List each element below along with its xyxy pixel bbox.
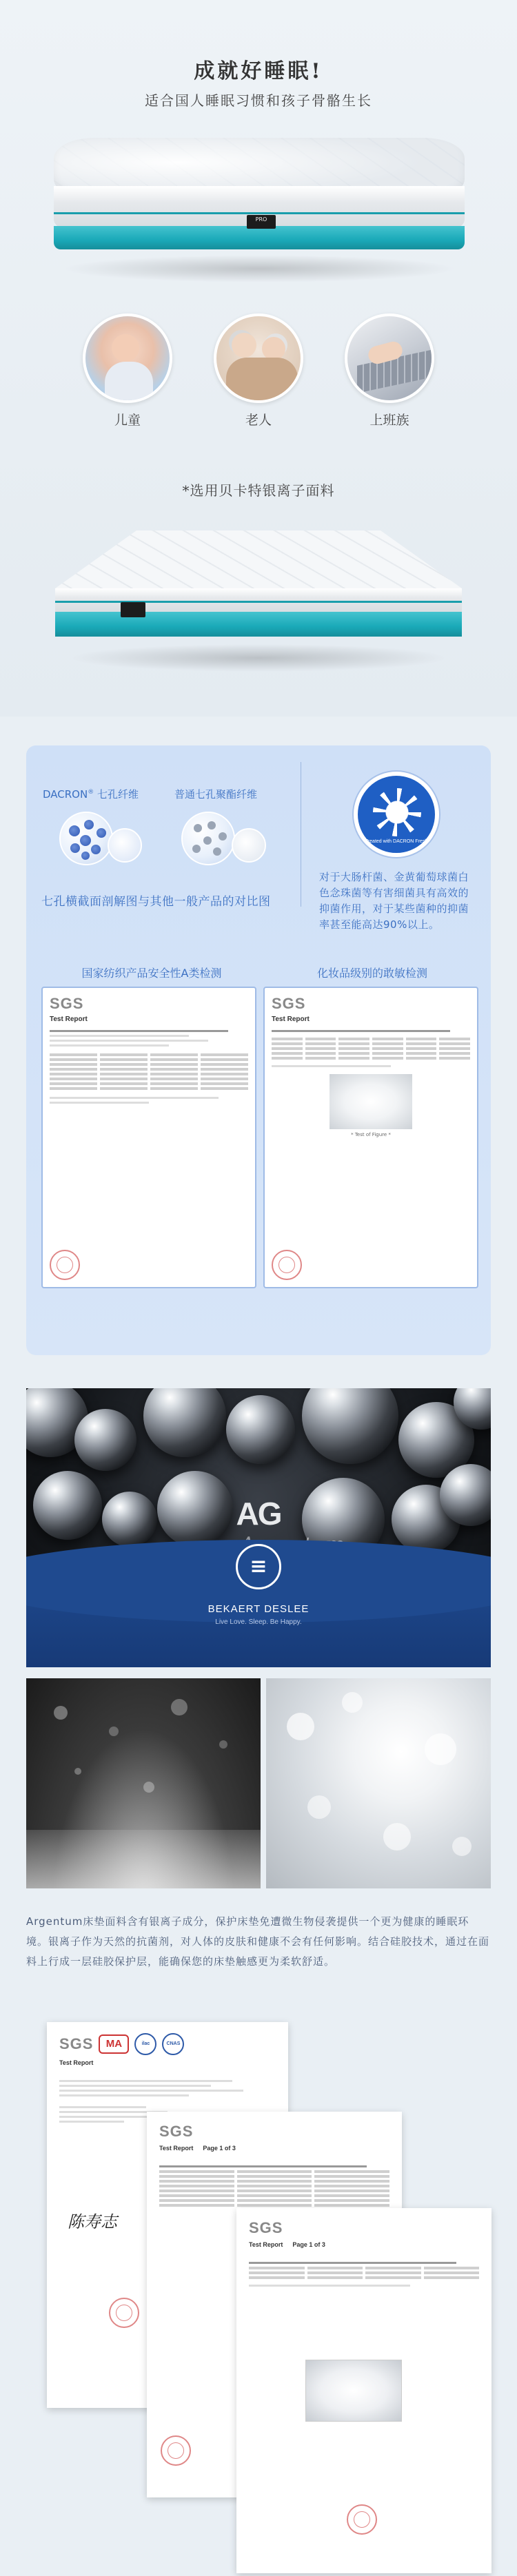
hero-section — [0, 0, 517, 717]
user-type-label: 老人 — [245, 413, 272, 428]
normal-fiber-block — [174, 787, 298, 801]
sgs-logo: SGS — [159, 2123, 194, 2140]
sgs-logo: SGS — [272, 995, 306, 1012]
red-seal-icon — [272, 1250, 302, 1280]
argentum-banner — [26, 1388, 491, 1667]
fiber-comparison-caption: 七孔横截面剖解图与其他一般产品的对比图 — [41, 895, 271, 909]
bekaert-brand-name: BEKAERT DESLEE — [207, 1603, 310, 1615]
bekaert-band — [26, 1554, 491, 1667]
dacron-title-reg: ® — [88, 789, 94, 796]
dacron-fiber-cross-section-icon — [59, 812, 113, 865]
red-seal-icon — [109, 2298, 139, 2328]
mattress-side-label — [121, 602, 145, 617]
sgs-logo: SGS — [59, 2035, 94, 2052]
silver-glitter-photo-light — [266, 1678, 491, 1888]
child-icon — [83, 313, 172, 403]
test-report-title: Test Report — [59, 2059, 94, 2066]
right-report-header: 化妆品级别的敢敏检测 — [316, 967, 427, 980]
hero-title: 成就好睡眠! — [194, 59, 323, 83]
antibacterial-caption: 对于大肠杆菌、金黄葡萄球菌白色念珠菌等有害细菌具有高效的抑菌作用，对于某些菌种的抑菌率甚至能高达90%以上。 — [319, 871, 469, 931]
report-page-3 — [236, 2208, 491, 2573]
silver-glitter-photo-dark — [26, 1678, 261, 1888]
target-users-row — [0, 313, 517, 431]
sample-photo — [305, 2360, 402, 2422]
photo-caption: * Test of Figure * — [351, 1132, 391, 1137]
red-seal-icon — [347, 2504, 377, 2535]
sgs-logo: SGS — [50, 995, 84, 1012]
normal-fiber-detail-icon — [232, 828, 266, 863]
signature: 陈寿志 — [68, 2212, 117, 2232]
left-report-header: 国家纺织产品安全性A类检测 — [81, 967, 222, 980]
test-report-title: Test Report — [50, 1016, 88, 1023]
bekaert-tagline: Live Love. Sleep. Be Happy. — [215, 1618, 302, 1626]
cnas-badge-icon: CNAS — [162, 2033, 184, 2055]
ilac-badge-icon: ilac — [134, 2033, 156, 2055]
user-type-child — [83, 313, 172, 429]
test-report-title: Test Report — [249, 2241, 283, 2248]
bekaert-emblem-icon: ≡ — [236, 1544, 281, 1589]
fiber-comparison-card — [26, 745, 491, 1355]
shield-badge-text: Treated with DACRON Fresh — [365, 839, 428, 844]
page-label: Page 1 of 3 — [203, 2145, 236, 2152]
fabric-note: *选用贝卡特银离子面料 — [182, 482, 335, 499]
right-test-report-image — [263, 987, 478, 1288]
user-type-elderly — [214, 313, 303, 429]
red-seal-icon — [50, 1250, 80, 1280]
test-report-title: Test Report — [272, 1016, 310, 1023]
mattress-brand-label: PRO — [247, 215, 276, 229]
left-test-report-image — [41, 987, 256, 1288]
user-type-label: 儿童 — [114, 413, 141, 428]
dacron-fresh-shield-icon — [354, 772, 439, 857]
fiber-sample-photo — [330, 1074, 412, 1129]
normal-fiber-cross-section-icon — [181, 812, 235, 865]
dacron-fiber-detail-icon — [108, 828, 142, 863]
sgs-logo: SGS — [249, 2219, 283, 2236]
ag-logo: AG — [236, 1496, 281, 1532]
user-type-label: 上班族 — [369, 413, 409, 428]
dacron-title-suffix: 七孔纤维 — [94, 788, 139, 801]
elderly-icon — [214, 313, 303, 403]
dacron-fiber-block — [43, 787, 153, 801]
office-worker-icon — [345, 313, 434, 403]
dacron-title — [43, 787, 153, 801]
cma-badge-icon: MA — [99, 2034, 129, 2054]
page-label: Page 1 of 3 — [292, 2241, 325, 2248]
dacron-title-main: DACRON — [43, 788, 88, 801]
stacked-test-reports — [40, 2022, 495, 2573]
mattress-image-top — [54, 138, 465, 276]
argentum-description: Argentum床垫面料含有银离子成分，保护床垫免遭微生物侵袭提供一个更为健康的睡眠环境。银离子作为天然的抗菌剂，对人体的皮肤和健康不会有任何影响。结合硅胶技术，通过在面料上行成一层硅胶保护层，能确保您的床垫触感更为柔软舒适。 — [26, 1915, 490, 1968]
hero-subtitle: 适合国人睡眠习惯和孩子骨骼生长 — [145, 92, 372, 109]
mattress-image-angled — [55, 530, 462, 668]
red-seal-icon — [161, 2435, 191, 2466]
normal-fiber-title: 普通七孔聚酯纤维 — [174, 788, 258, 801]
user-type-office-worker — [345, 313, 434, 429]
test-report-title: Test Report — [159, 2145, 194, 2152]
